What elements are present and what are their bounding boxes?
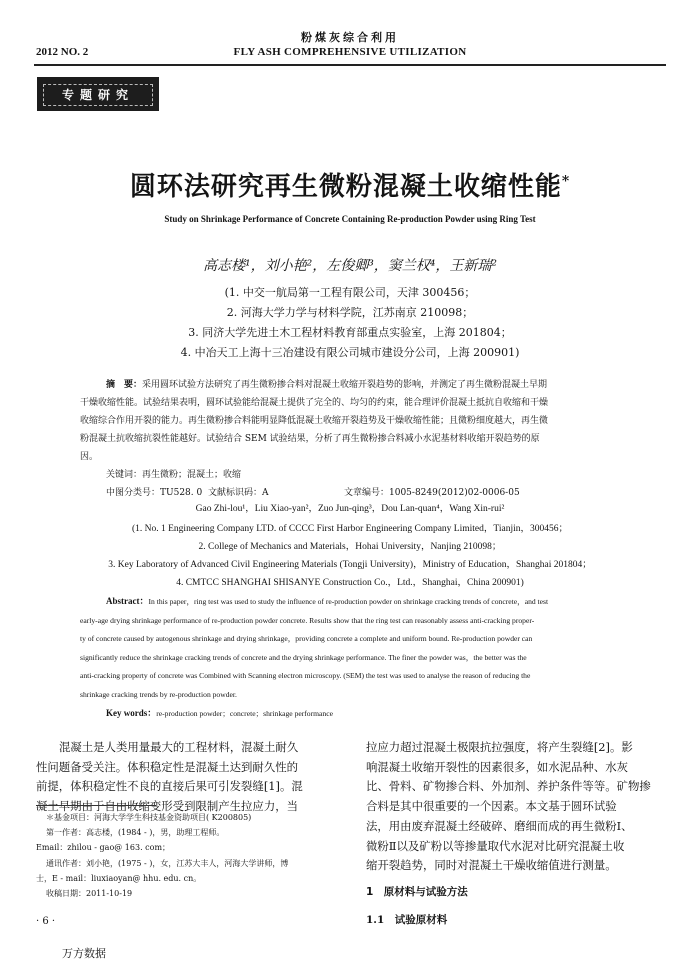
footnote-rule <box>36 805 156 806</box>
affiliation-cn: 2. 河海大学力学与材料学院，江苏南京 210098； <box>226 306 474 319</box>
abstract-en-line: ty of concrete caused by autogenous shrinkage and drying shrinkage，providing concrete a complete and uniform bound. Re-production powder can <box>80 634 533 643</box>
issue-number: 2012 NO. 2 <box>36 46 89 58</box>
keywords-en-text: re-production powder；concrete；shrinkage performance <box>156 709 333 718</box>
body-line: 微粉Ⅱ以及矿粉以等掺量取代水泥对比研究混凝土收 <box>366 838 625 853</box>
affiliation-cn: 4. 中冶天工上海十三冶建设有限公司城市建设分公司，上海 200901) <box>180 346 520 359</box>
body-line: 合料是其中很重要的一个因素。本文基于圆环试验 <box>366 799 617 814</box>
abstract-cn-line: 收缩综合作用开裂的能力。再生微粉掺合料能明显降低混凝土收缩开裂趋势及干燥收缩性能；且微粉细度越大，再生微 <box>80 416 549 426</box>
document-code: 文献标识码：A <box>208 488 269 498</box>
abstract-cn-line: 干燥收缩性能。试验结果表明，圆环试验能给混凝土提供了完全的、均匀的约束，能合理评价混凝土抵抗自收缩和干燥 <box>80 398 549 408</box>
body-line: 响混凝土收缩开裂性的因素很多，如水泥品种、水灰 <box>366 759 628 774</box>
footnote-line: Email：zhilou - gao@ 163. com； <box>36 843 171 853</box>
body-line: 前提，体积稳定性不良的直接后果可引发裂缝[1]。混 <box>36 779 303 794</box>
section-heading-1-1: 1.1 试验原材料 <box>366 914 448 926</box>
authors-en: Gao Zhi-lou¹，Liu Xiao-yan²，Zuo Jun-qing³，Dou Lan-quan⁴，Wang Xin-rui² <box>195 504 505 514</box>
journal-name-en: FLY ASH COMPREHENSIVE UTILIZATION <box>233 46 467 58</box>
abstract-cn-line: 因。 <box>80 452 99 462</box>
affiliation-cn: 3. 同济大学先进土木工程材料教育部重点实验室，上海 201804； <box>188 326 512 339</box>
keywords-en <box>106 706 333 719</box>
abstract-en-line: Abstract：In this paper，ring test was used to study the influence of re-production powder on shrinkage cracking trends of concrete，and test <box>106 596 549 606</box>
authors-cn: 高志楼¹，刘小艳²，左俊卿³，窦兰权⁴，王新瑞² <box>202 258 498 274</box>
affiliation-en: 4. CMTCC SHANGHAI SHISANYE Construction Co.，Ltd.，Shanghai，China 200901) <box>176 578 524 588</box>
body-line: 性问题备受关注。体积稳定性是混凝土达到耐久性的 <box>36 759 298 774</box>
title-footnote-mark: * <box>561 173 571 190</box>
abstract-en-line: early-age drying shrinkage performance of re-production powder concrete. Results show that the ring test can reasonably assess anti-cracking proper- <box>80 615 535 625</box>
affiliation-en: (1. No. 1 Engineering Company LTD. of CCCC First Harbor Engineering Company Limited，Tianjin，300456； <box>131 524 568 534</box>
body-line: 缩开裂趋势，同时对混凝土干燥收缩值进行测量。 <box>366 858 617 873</box>
footnotes <box>36 810 352 901</box>
paper-title-cn <box>0 166 700 203</box>
affiliation-en: 3. Key Laboratory of Advanced Civil Engineering Materials (Tongji University)，Ministry of Education，Shanghai 201804； <box>108 560 592 570</box>
clc-number: 中图分类号：TU528. 0 <box>106 488 203 498</box>
header-rule <box>34 64 666 66</box>
abstract-cn-line: 摘 要：采用圆环试验方法研究了再生微粉掺合料对混凝土收缩开裂趋势的影响，并测定了再生微粉混凝土早期 <box>106 380 548 390</box>
watermark: 万方数据 <box>62 947 106 960</box>
paper-title-cn-text: 圆环法研究再生微粉混凝土收缩性能 <box>129 172 562 202</box>
abstract-en-line: shrinkage cracking trends by re-production powder. <box>80 689 237 699</box>
footnote-line: 收稿日期：2011-10-19 <box>46 889 133 899</box>
affiliation-en: 2. College of Mechanics and Materials，Hohai University，Nanjing 210098； <box>198 542 502 552</box>
column-badge-label: 专题研究 <box>43 84 153 106</box>
section-heading-1: 1 原材料与试验方法 <box>366 886 468 898</box>
keywords-en-label: Key words： <box>106 708 157 718</box>
body-column-right <box>366 738 666 876</box>
body-line: 拉应力超过混凝土极限抗拉强度，将产生裂缝[2]。影 <box>366 740 633 754</box>
abstract-cn-line: 粉混凝土抗收缩抗裂性能越好。试验结合 SEM 试验结果，分析了再生微粉掺合料减小水泥基材料收缩开裂趋势的原 <box>80 434 540 444</box>
footnote-line: 士，E - mail：liuxiaoyan@ hhu. edu. cn。 <box>36 873 202 883</box>
page-number: · 6 · <box>36 916 56 927</box>
abstract-cn <box>80 376 660 466</box>
abstract-cn-label: 摘 要： <box>106 380 143 390</box>
footnote-line: 第一作者：高志楼，(1984 - )，男，助理工程师。 <box>46 828 225 838</box>
column-badge <box>37 77 159 111</box>
body-line: 混凝土是人类用量最大的工程材料，混凝土耐久 <box>59 740 299 754</box>
article-number: 文章编号：1005-8249(2012)02-0006-05 <box>344 488 520 498</box>
body-line: 凝土早期由于自由收缩变形受到限制产生拉应力，当 <box>36 799 298 814</box>
affiliation-cn: (1. 中交一航局第一工程有限公司，天津 300456； <box>224 286 476 299</box>
keywords-cn: 关键词：再生微粉；混凝土；收缩 <box>106 470 242 480</box>
abstract-en-line: anti-cracking property of concrete was Combined with Scanning electron microscopy. (SEM) the test was used to analyse the reason of reducing the <box>80 671 531 680</box>
footnote-line: 通讯作者：刘小艳，(1975 - )，女，江苏大丰人，河海大学讲师，博 <box>46 858 289 868</box>
abstract-en-line: significantly reduce the shrinkage cracking trends of concrete and the drying shrinkage performance. The finer the powder was，the better was the <box>80 652 527 662</box>
paper-title-en: Study on Shrinkage Performance of Concrete Containing Re-production Powder using Ring Test <box>164 214 536 224</box>
abstract-en-label: Abstract： <box>106 596 149 606</box>
journal-name-cn: 粉煤灰综合利用 <box>301 31 399 44</box>
footnote-line: ＊基金项目：河海大学学生科技基金资助项目( K200805) <box>46 813 252 822</box>
abstract-en <box>80 592 660 704</box>
body-line: 法，用由废弃混凝土经破碎、磨细而成的再生微粉Ⅰ、 <box>366 818 633 833</box>
body-line: 比、骨料、矿物掺合料、外加剂、养护条件等等。矿物掺 <box>366 779 651 794</box>
